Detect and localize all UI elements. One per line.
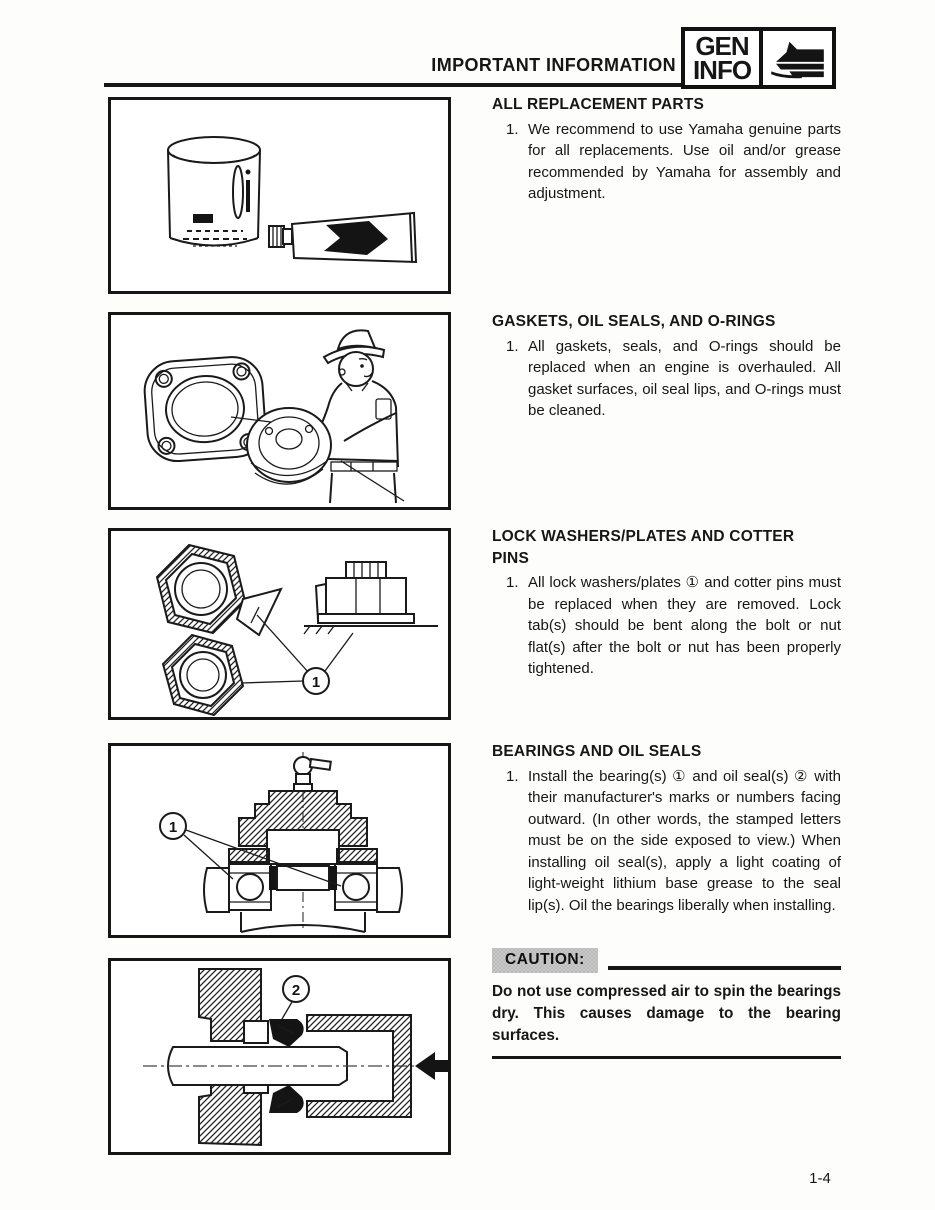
list-text: All lock washers/plates ① and cotter pins must be replaced when they are removed. Lock tab(s) should be bent along the bolt or nut flat(s) after the bolt or nut has been properly tightened.	[528, 574, 841, 677]
press-arrow	[415, 1052, 448, 1080]
caution-header	[492, 948, 841, 973]
callout-1: 1	[311, 674, 321, 691]
figure-oil-and-grease	[108, 97, 451, 294]
oil-seal-top	[269, 1019, 304, 1047]
caution-top-rule	[608, 966, 841, 970]
ball-bearing-left	[229, 864, 271, 910]
caution-text: Do not use compressed air to spin the bearings dry. This causes damage to the bearing surfaces.	[492, 983, 841, 1044]
grease-fitting	[294, 757, 331, 791]
callout-1: 1	[168, 819, 178, 836]
list-number: 1.	[506, 574, 519, 591]
section-gaskets	[492, 311, 841, 422]
list-number: 1.	[506, 337, 519, 355]
section-lock-washers	[492, 526, 841, 680]
caution-block	[492, 948, 841, 1059]
section-bearings	[492, 741, 841, 916]
list-item	[492, 766, 841, 917]
header-rule	[104, 83, 684, 87]
figure-gasket-and-mechanic	[108, 312, 451, 510]
list-item	[492, 336, 841, 422]
gen-info-label	[685, 31, 759, 85]
badge-line1: GEN	[695, 31, 749, 61]
ball-bearing-right	[335, 864, 377, 910]
nut-side-view	[304, 562, 438, 634]
engine-part-drawing	[247, 408, 331, 484]
list-text: All gaskets, seals, and O-rings should be replaced when an engine is overhauled. All gasket surfaces, oil seal lips, and O-rings must be cleaned.	[528, 337, 841, 419]
gen-info-badge	[681, 27, 836, 89]
section-heading: BEARINGS AND OIL SEALS	[492, 743, 702, 760]
list-item	[492, 119, 841, 205]
figure-lock-washers	[108, 528, 451, 720]
list-text: Install the bearing(s) ① and oil seal(s) ② with their manufacturer's marks or numbers facing outward. (In other words, the stamped letters must be on the side exposed to view.) When installing oil seal(s), apply a light coating of light-weight lithium base grease to the seal lip(s). Oil the bearings liberally when installing.	[528, 767, 841, 914]
section-replacement-parts	[492, 94, 841, 205]
list-number: 1.	[506, 120, 519, 138]
section-heading: GASKETS, OIL SEALS, AND O-RINGS	[492, 313, 776, 330]
figure-bearings	[108, 743, 451, 938]
list-number: 1.	[506, 767, 519, 785]
section-heading: LOCK WASHERS/PLATES AND COTTER PINS	[492, 528, 795, 567]
list-text: We recommend to use Yamaha genuine parts for all replacements. Use oil and/or grease recommended by Yamaha for assembly and adjustment.	[528, 120, 841, 202]
list-item	[492, 572, 841, 680]
caution-label: CAUTION:	[492, 948, 598, 973]
snowmobile-icon	[759, 31, 832, 85]
page-number: 1-4	[809, 1170, 831, 1187]
caution-bottom-rule	[492, 1056, 841, 1059]
callout-2: 2	[291, 982, 301, 999]
figure-oil-seal	[108, 958, 451, 1155]
page-title: IMPORTANT INFORMATION	[431, 55, 676, 75]
lock-plate-bottom	[163, 635, 243, 715]
section-heading: ALL REPLACEMENT PARTS	[492, 96, 705, 113]
badge-line2: INFO	[692, 55, 752, 85]
oil-seal-bottom	[269, 1085, 304, 1113]
